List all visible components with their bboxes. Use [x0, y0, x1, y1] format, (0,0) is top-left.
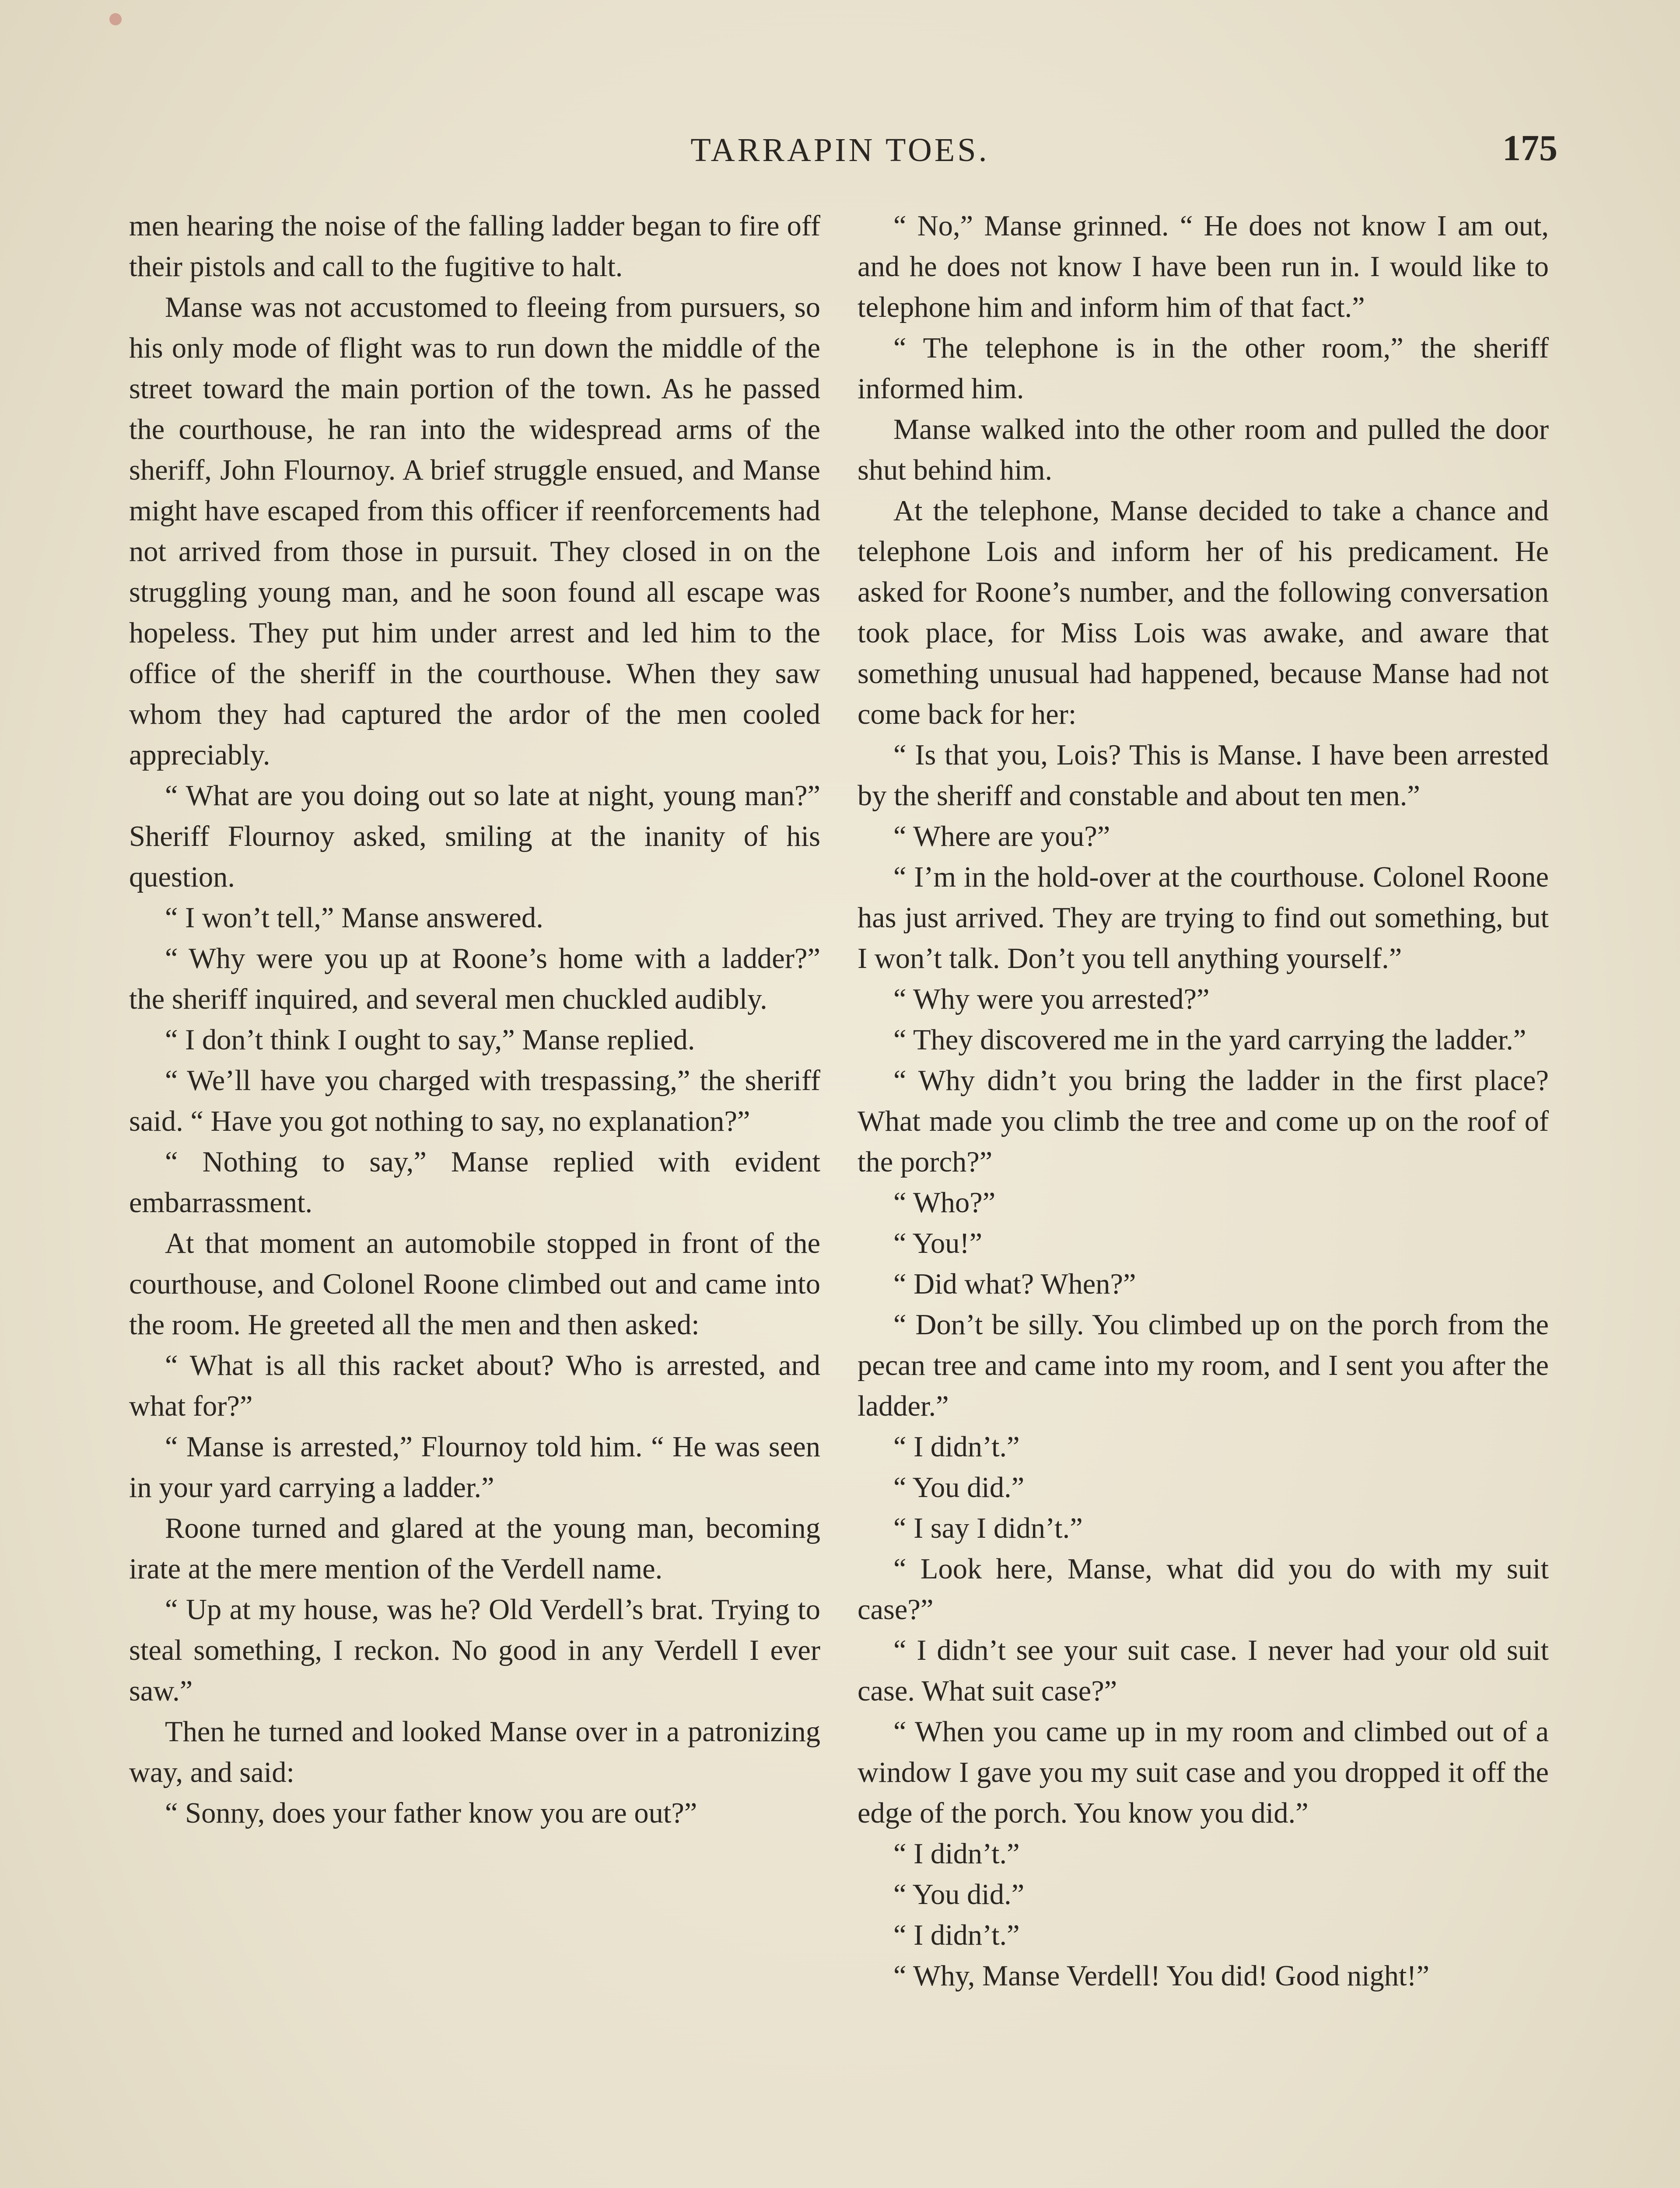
- paragraph: “ They discovered me in the yard carrying the ladder.”: [893, 1024, 1526, 1056]
- paragraph: “ I say I didn’t.”: [893, 1512, 1083, 1544]
- paragraph: Then he turned and looked Manse over in a patronizing way, and said:: [129, 1716, 820, 1788]
- paragraph: “ The telephone is in the other room,” the sheriff informed him.: [858, 332, 1549, 405]
- paragraph: “ I didn’t.”: [893, 1919, 1020, 1951]
- paragraph: “ I didn’t.”: [893, 1838, 1020, 1870]
- page-number: 175: [1502, 128, 1558, 168]
- paragraph: “ What are you doing out so late at night, young man?” Sheriff Flournoy asked, smiling at the inanity of his question.: [129, 780, 820, 893]
- paragraph: “ Manse is arrested,” Flournoy told him. “ He was seen in your yard carrying a ladder.”: [129, 1431, 820, 1504]
- paragraph: “ Is that you, Lois? This is Manse. I have been arrested by the sheriff and constable and about ten men.”: [858, 739, 1549, 812]
- paragraph: “ I’m in the hold-over at the courthouse. Colonel Roone has just arrived. They are trying to find out something, but I won’t talk. Don’t you tell anything yourself.”: [858, 861, 1549, 975]
- paragraph: “ Sonny, does your father know you are out?”: [165, 1797, 697, 1829]
- paragraph: “ Nothing to say,” Manse replied with evident embarrassment.: [129, 1146, 820, 1219]
- paragraph: “ You did.”: [893, 1879, 1025, 1911]
- paragraph: “ What is all this racket about? Who is arrested, and what for?”: [129, 1350, 820, 1422]
- paragraph: “ I didn’t see your suit case. I never had your old suit case. What suit case?”: [858, 1634, 1549, 1707]
- paragraph: At that moment an automobile stopped in front of the courthouse, and Colonel Roone climbed out and came into the room. He greeted all the men and then asked:: [129, 1227, 820, 1341]
- paragraph: “ Did what? When?”: [893, 1268, 1136, 1300]
- paragraph: “ Why were you up at Roone’s home with a ladder?” the sheriff inquired, and several men chuckled audibly.: [129, 943, 820, 1015]
- paragraph: “ Why didn’t you bring the ladder in the first place? What made you climb the tree and come up on the roof of the porch?”: [858, 1065, 1549, 1178]
- paragraph: Roone turned and glared at the young man, becoming irate at the mere mention of the Verdell name.: [129, 1512, 820, 1585]
- ink-spot: [109, 13, 122, 25]
- paragraph: “ Up at my house, was he? Old Verdell’s brat. Trying to steal something, I reckon. No good in any Verdell I ever saw.”: [129, 1594, 820, 1707]
- paragraph: “ We’ll have you charged with trespassing,” the sheriff said. “ Have you got nothing to say, no explanation?”: [129, 1065, 820, 1137]
- left-column: [129, 206, 820, 1834]
- paragraph: “ No,” Manse grinned. “ He does not know I am out, and he does not know I have been run in. I would like to telephone him and inform him of that fact.”: [858, 210, 1549, 323]
- paragraph: “ Where are you?”: [893, 820, 1110, 852]
- paragraph: men hearing the noise of the falling ladder began to fire off their pistols and call to the fugitive to halt.: [129, 210, 820, 283]
- paragraph: Manse walked into the other room and pulled the door shut behind him.: [858, 414, 1549, 486]
- paragraph: At the telephone, Manse decided to take a chance and telephone Lois and inform her of his predicament. He asked for Roone’s number, and the following conversation took place, for Miss Lois was awake, and aware that something unusual had happened, because Manse had not come back for her:: [858, 495, 1549, 730]
- paragraph: “ Who?”: [893, 1187, 996, 1219]
- page-header: [131, 127, 1558, 179]
- paragraph: “ When you came up in my room and climbed out of a window I gave you my suit case and you dropped it off the edge of the porch. You know you did.”: [858, 1716, 1549, 1829]
- paragraph: “ Why, Manse Verdell! You did! Good night!”: [893, 1960, 1430, 1992]
- paragraph: Manse was not accustomed to fleeing from pursuers, so his only mode of flight was to run down the middle of the street toward the main portion of the town. As he passed the courthouse, he ran into the widespread arms of the sheriff, John Flournoy. A brief struggle ensued, and Manse might have escaped from this officer if reenforcements had not arrived from those in pursuit. They closed in on the struggling young man, and he soon found all escape was hopeless. They put him under arrest and led him to the office of the sheriff in the courthouse. When they saw whom they had captured the ardor of the men cooled appreciably.: [129, 291, 820, 771]
- paragraph: “ I didn’t.”: [893, 1431, 1020, 1463]
- paragraph: “ Look here, Manse, what did you do with my suit case?”: [858, 1553, 1549, 1626]
- paragraph: “ Don’t be silly. You climbed up on the porch from the pecan tree and came into my room, and I sent you after the ladder.”: [858, 1309, 1549, 1422]
- paragraph: “ I don’t think I ought to say,” Manse replied.: [165, 1024, 695, 1056]
- right-column: [858, 206, 1549, 1996]
- paragraph: “ I won’t tell,” Manse answered.: [165, 902, 543, 934]
- paragraph: “ You!”: [893, 1227, 983, 1259]
- paragraph: “ You did.”: [893, 1472, 1025, 1504]
- running-title: TARRAPIN TOES.: [690, 132, 990, 168]
- paragraph: “ Why were you arrested?”: [893, 983, 1210, 1015]
